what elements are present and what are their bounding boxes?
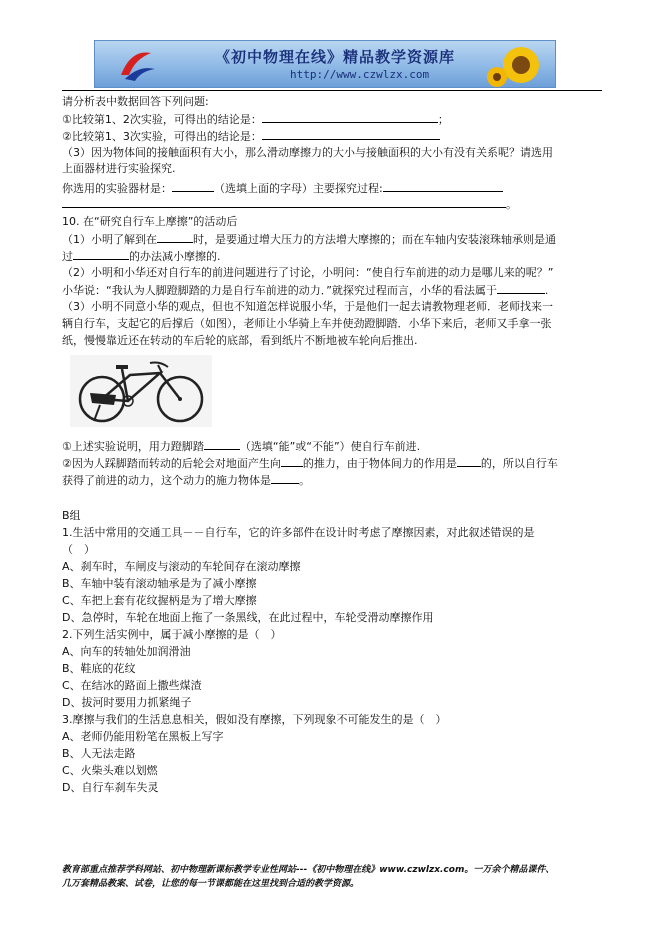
- b3-stem: 3.摩擦与我们的生活息息相关，假如没有摩擦，下列现象不可能发生的是（ ）: [62, 713, 447, 726]
- question-3-line3: 你选用的实验器材是： （选填上面的字母）主要探究过程:: [62, 180, 503, 196]
- problem-10-part3-cont2: 纸，慢慢靠近还在转动的车后轮的底部，看到纸片不断地被车轮向后推出.: [62, 334, 418, 347]
- header-url[interactable]: http://www.czwlzx.com: [290, 68, 430, 81]
- b3-option-d: D、自行车刹车失灵: [62, 781, 159, 794]
- site-logo-icon: [117, 45, 157, 83]
- b2-option-d: D、拔河时要用力抓紧绳子: [62, 696, 192, 709]
- intro-text: 请分析表中数据回答下列问题:: [62, 95, 209, 108]
- answer-blank[interactable]: [62, 196, 506, 208]
- problem-10-part3: （3）小明不同意小华的观点，但也不知道怎样说服小华，于是他们一起去请教物理老师．老师找来一: [62, 300, 553, 313]
- answer-blank[interactable]: [497, 282, 545, 294]
- question-1: ①比较第1、2次实验，可得出的结论是： ；: [62, 113, 449, 126]
- footer-line1: 教育部重点推荐学科网站、初中物理新课标教学专业性网站---《初中物理在线》www.czwlzx.com。一万余个精品课件、: [62, 865, 555, 875]
- problem-10-part3-cont: 辆自行车，支起它的后撑后（如图），老师让小华骑上车并使劲蹬脚踏．小华下来后，老师又手拿一张: [62, 317, 552, 330]
- problem-10-q2: ②因为人踩脚踏而转动的后轮会对地面产生向 的推力，由于物体间力的作用是 的，所以自行车: [62, 457, 558, 470]
- answer-blank[interactable]: [262, 128, 440, 140]
- answer-blank[interactable]: [281, 455, 303, 467]
- footer-line2: 几万套精品教案、试卷，让您的每一节课都能在这里找到合适的教学资源。: [62, 879, 360, 889]
- problem-10-part1-cont: 过 的办法减小摩擦的.: [62, 250, 221, 263]
- b2-option-b: B、鞋底的花纹: [62, 662, 136, 675]
- answer-blank[interactable]: [73, 248, 129, 260]
- problem-10-part2: （2）小明和小华还对自行车的前进问题进行了讨论，小明问：“使自行车前进的动力是哪儿来的呢？”: [62, 266, 554, 279]
- header-banner: [94, 40, 556, 88]
- question-3-line4: 。: [62, 196, 517, 212]
- sunflower-icon: [487, 43, 551, 87]
- b1-option-d: D、急停时，车轮在地面上拖了一条黑线，在此过程中，车轮受滑动摩擦作用: [62, 611, 434, 624]
- problem-10-q2-cont: 获得了前进的动力，这个动力的施力物体是 。: [62, 474, 310, 487]
- b2-option-c: C、在结冰的路面上撒些煤渣: [62, 679, 202, 692]
- group-b-heading: B组: [62, 509, 81, 522]
- b3-option-c: C、火柴头难以划燃: [62, 764, 158, 777]
- answer-blank[interactable]: [457, 455, 481, 467]
- problem-10-part2-cont: 小华说：“我认为人脚蹬脚踏的力是自行车前进的动力．”就探究过程而言，小华的看法属于 .: [62, 284, 549, 297]
- answer-blank[interactable]: [157, 231, 193, 243]
- b3-option-a: A、老师仍能用粉笔在黑板上写字: [62, 730, 224, 743]
- header-rule: [62, 90, 602, 91]
- question-3-line2: 上面器材进行实验探究.: [62, 162, 176, 175]
- b2-stem: 2.下列生活实例中，属于减小摩擦的是（ ）: [62, 628, 282, 641]
- b1-option-b: B、车轴中装有滚动轴承是为了减小摩擦: [62, 577, 257, 590]
- answer-blank[interactable]: [204, 438, 240, 450]
- question-2: ②比较第1、3次实验，可得出的结论是：: [62, 128, 440, 144]
- header-title: 《初中物理在线》精品教学资源库: [215, 48, 456, 66]
- b3-option-b: B、人无法走路: [62, 747, 136, 760]
- b1-stem: 1.生活中常用的交通工具－－自行车，它的许多部件在设计时考虑了摩擦因素，对此叙述错误的是: [62, 526, 535, 539]
- problem-10-part1: （1）小明了解到在 时，是要通过增大压力的方法增大摩擦的；而在车轴内安装滚珠轴承则是通: [62, 233, 556, 246]
- answer-blank[interactable]: [172, 180, 214, 192]
- bicycle-illustration: [70, 355, 212, 427]
- b1-option-c: C、车把上套有花纹握柄是为了增大摩擦: [62, 594, 257, 607]
- answer-blank[interactable]: [383, 180, 503, 192]
- b1-stem-cont: （ ）: [62, 543, 95, 556]
- problem-10-title: 10. 在“研究自行车上摩擦”的活动后: [62, 215, 238, 228]
- b1-option-a: A、刹车时，车闸皮与滚动的车轮间存在滚动摩擦: [62, 560, 301, 573]
- question-3-line1: （3）因为物体间的接触面积有大小，那么滑动摩擦力的大小与接触面积的大小有没有关系呢？请选用: [62, 146, 553, 159]
- answer-blank[interactable]: [262, 111, 438, 123]
- b2-option-a: A、向车的转轴处加润滑油: [62, 645, 191, 658]
- problem-10-q1: ①上述实验说明，用力蹬脚踏 （选填“能”或“不能”）使自行车前进.: [62, 440, 421, 453]
- answer-blank[interactable]: [271, 472, 299, 484]
